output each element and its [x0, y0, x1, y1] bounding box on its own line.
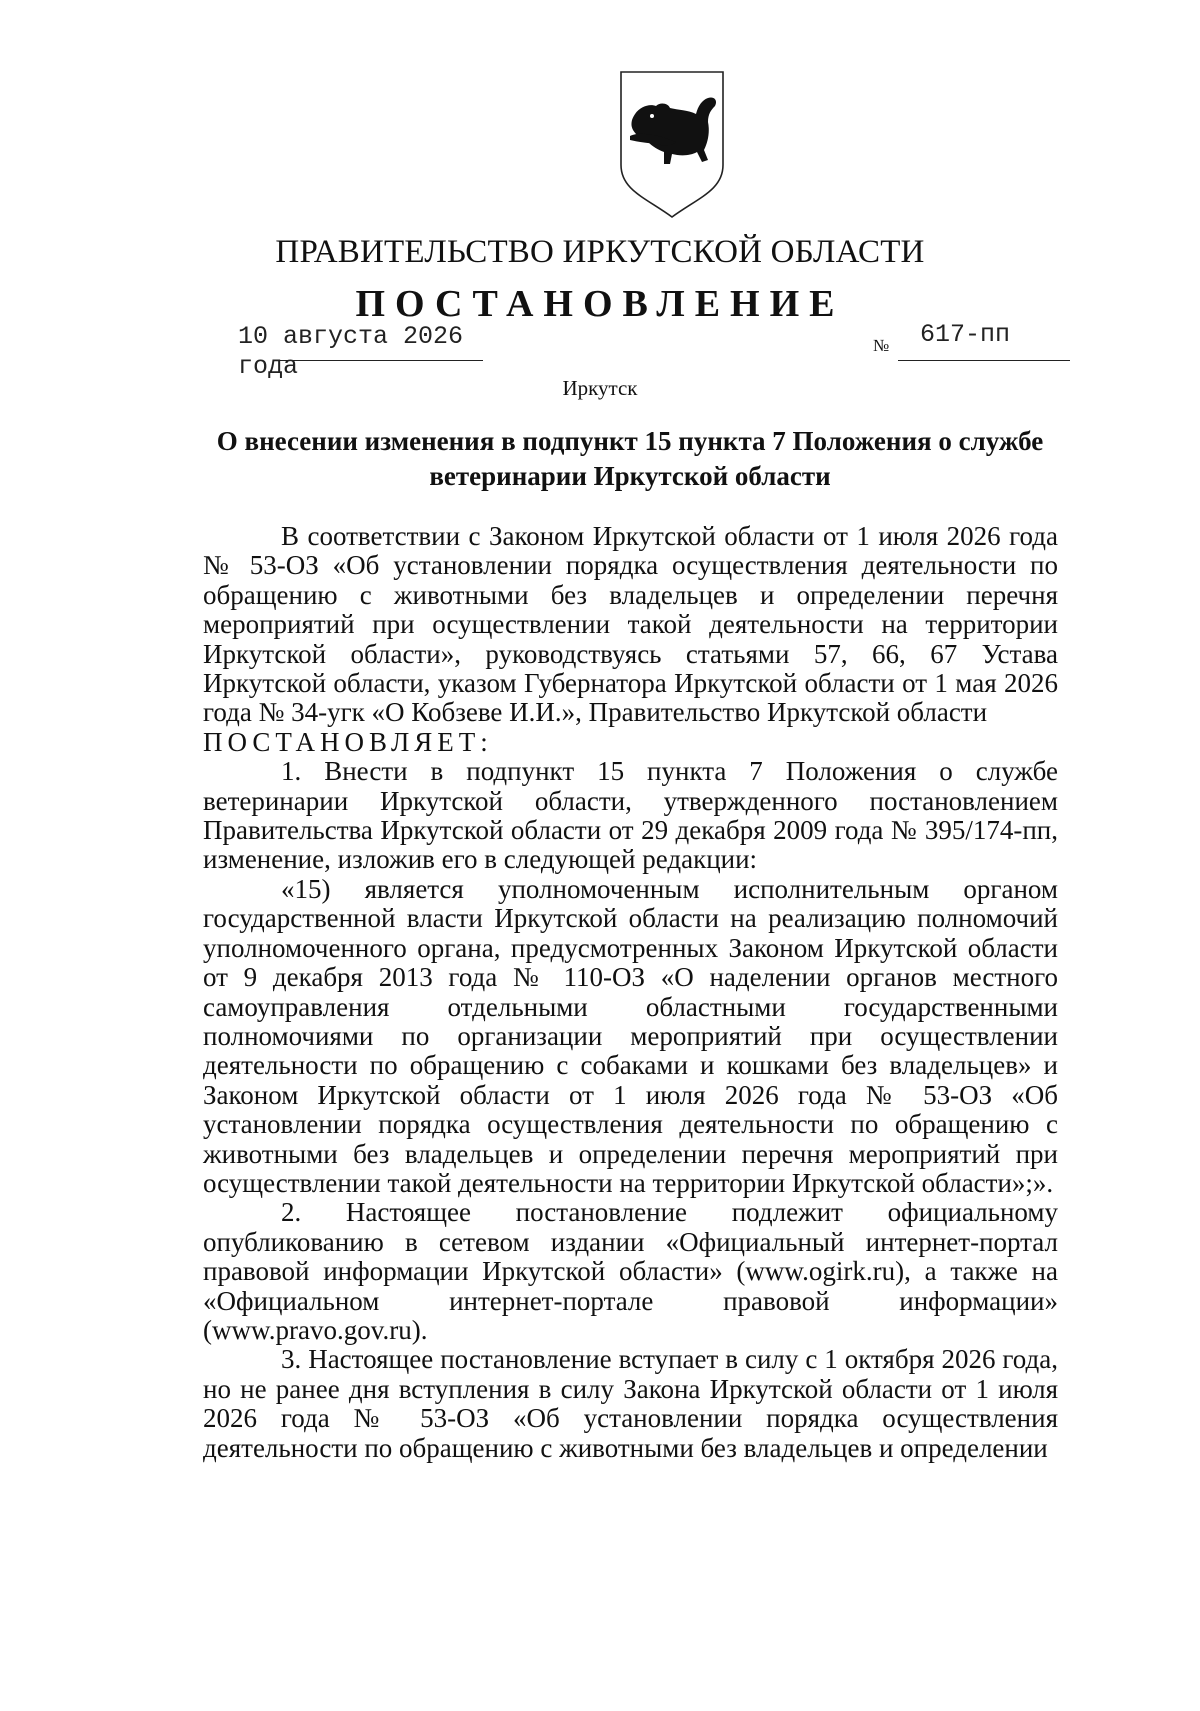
item-1-paragraph: 1. Внести в подпункт 15 пункта 7 Положения о службе ветеринарии Иркутской области, утвержденного постановлением Правительства Иркутской области от 29 декабря 2009 года № 395/174-пп, изменение, изложив его в следующей редакции:	[203, 756, 1058, 875]
irkutsk-coat-of-arms-icon	[618, 70, 726, 220]
document-number: 617-пп	[920, 320, 1011, 349]
number-underline	[898, 360, 1070, 361]
document-body	[203, 522, 1058, 1463]
item-1-quote-paragraph: «15) является уполномоченным исполнительным органом государственной власти Иркутской области на реализацию полномочий уполномоченного органа, предусмотренных Законом Иркутской области от 9 декабря 2013 года № 110-ОЗ «О наделении органов местного самоуправления отдельными областными государственными полномочиями по организации мероприятий при осуществлении деятельности по обращению с собаками и кошками без владельцев» и Законом Иркутской области от 1 июля 2026 года № 53-ОЗ «Об установлении порядка осуществления деятельности по обращению с животными без владельцев и определении перечня мероприятий при осуществлении такой деятельности на территории Иркутской области»;».	[203, 873, 1058, 1198]
number-label: №	[873, 336, 890, 355]
document-subject: О внесении изменения в подпункт 15 пункта 7 Положения о службе ветеринарии Иркутской области	[216, 426, 1044, 491]
resolves-heading: ПОСТАНОВЛЯЕТ:	[203, 726, 493, 757]
preamble-paragraph: В соответствии с Законом Иркутской области от 1 июля 2026 года № 53-ОЗ «Об установлении порядка осуществления деятельности по обращению с животными без владельцев и определении перечня мероприятий при осуществлении такой деятельности на территории Иркутской области», руководствуясь статьями 57, 66, 67 Устава Иркутской области, указом Губернатора Иркутской области от 1 мая 2026 года № 34-угк «О Кобзеве И.И.», Правительство Иркутской области	[203, 521, 1058, 728]
document-type: ПОСТАНОВЛЕНИЕ	[355, 283, 845, 325]
document-date: 10 августа 2026 года	[238, 322, 464, 381]
date-underline	[278, 360, 483, 361]
city: Иркутск	[562, 376, 638, 400]
item-3-paragraph: 3. Настоящее постановление вступает в силу с 1 октября 2026 года, но не ранее дня вступления в силу Закона Иркутской области от 1 июля 2026 года № 53-ОЗ «Об установлении порядка осуществления деятельности по обращению с животными без владельцев и определении	[203, 1344, 1058, 1463]
item-2-paragraph: 2. Настоящее постановление подлежит официальному опубликованию в сетевом издании «Официальный интернет-портал правовой информации Иркутской области» (www.ogirk.ru), а также на «Официальном интернет-портале правовой информации» (www.pravo.gov.ru).	[203, 1197, 1058, 1345]
government-title: ПРАВИТЕЛЬСТВО ИРКУТСКОЙ ОБЛАСТИ	[275, 234, 925, 270]
